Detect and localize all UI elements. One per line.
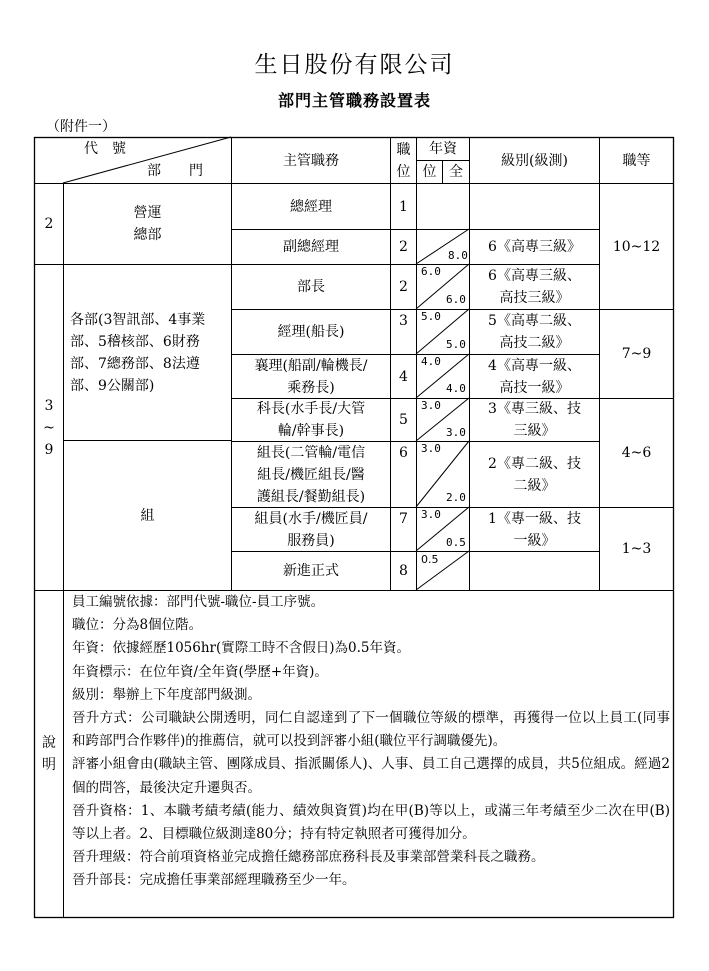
row-title: 新進正式 bbox=[283, 563, 339, 579]
notes-body bbox=[72, 591, 670, 893]
row-years-all: 2.0 bbox=[446, 491, 466, 504]
note-item: 職位：分為8個位階。 bbox=[72, 617, 203, 634]
note-item: 年資標示：在位年資/全年資(學歷+年資)。 bbox=[72, 663, 328, 680]
grade-g4: 1~3 bbox=[621, 541, 652, 557]
row-years-all: 3.0 bbox=[446, 426, 466, 439]
grade-g1: 10~12 bbox=[612, 238, 661, 255]
row-years-all: 4.0 bbox=[446, 382, 466, 395]
note-item: 晉升部長：完成擔任事業部經理職務至少一年。 bbox=[72, 872, 356, 889]
header-dept: 部 門 bbox=[147, 163, 203, 179]
row-years-pos: 3.0 bbox=[421, 508, 441, 521]
note-item: 評審小組會由(職缺主管、團隊成員、指派關係人)、人事、員工自己選擇的成員，共5位組成。經過2個的問答，最後決定升遷與否。 bbox=[72, 756, 670, 796]
header-level: 級別(級測) bbox=[501, 152, 568, 169]
group2-code: 3 ~ 9 bbox=[43, 397, 55, 458]
header-position: 主管職務 bbox=[283, 152, 339, 169]
row-years-all: 0.5 bbox=[446, 536, 466, 549]
row-years-all: 8.0 bbox=[448, 249, 468, 262]
row-level: 1《專一級、技 一級》 bbox=[488, 510, 581, 549]
header-years-all: 全 bbox=[449, 164, 463, 180]
note-item: 年資：依據經歷1056hr(實際工時不含假日)為0.5年資。 bbox=[72, 640, 411, 657]
row-rank: 2 bbox=[399, 239, 408, 255]
row-years-pos: 5.0 bbox=[421, 310, 441, 323]
header-code: 代 號 bbox=[84, 141, 126, 157]
row-years-pos: 0.5 bbox=[421, 553, 439, 566]
row-level: 6《高專三級》 bbox=[488, 239, 581, 255]
header-rank-a: 職 bbox=[396, 142, 411, 158]
row-rank: 3 bbox=[399, 313, 408, 329]
header-years-pos: 位 bbox=[422, 164, 437, 180]
row-rank: 8 bbox=[399, 563, 408, 579]
note-item: 晉升理級：符合前項資格並完成擔任總務部庶務科長及事業部營業科長之職務。 bbox=[72, 849, 545, 866]
row-title: 組長(二管輪/電信 組長/機匠組長/醫 護組長/餐勤組長) bbox=[256, 444, 366, 505]
row-years-pos: 3.0 bbox=[421, 442, 441, 455]
row-title: 襄理(船副/輪機長/ 乘務長) bbox=[254, 357, 368, 396]
note-item: 晉升方式：公司職缺公開透明，同仁自認達到了下一個職位等級的標準，再獲得一位以上員工(同事和跨部門合作夥伴)的推薦信，就可以投到評審小組(職位平行調職優先)。 bbox=[72, 710, 670, 750]
row-title: 經理(船長) bbox=[277, 324, 345, 340]
row-years-pos: 3.0 bbox=[421, 399, 441, 412]
row-level: 2《專二級、技 二級》 bbox=[488, 455, 581, 494]
row-title: 部長 bbox=[297, 279, 325, 295]
group1-code: 2 bbox=[44, 216, 54, 232]
header-grade: 職等 bbox=[622, 152, 651, 169]
row-level: 6《高專三級、 高技三級》 bbox=[488, 268, 581, 306]
group2-dept: 各部(3智訊部、4事業部、5稽核部、6財務部、7總務部、8法遵部、9公關部) bbox=[70, 311, 206, 394]
note-item: 員工編號依據：部門代號-職位-員工序號。 bbox=[72, 594, 325, 610]
group3-dept: 組 bbox=[140, 507, 155, 524]
row-title: 總經理 bbox=[290, 198, 332, 215]
group1-dept: 營運 總部 bbox=[133, 205, 162, 243]
note-item: 晉升資格：1、本職考績考績(能力、績效與資質)均在甲(B)等以上，或滿三年考績至少二次在甲(B)等以上者。2、目標職位級測達80分；持有特定執照者可獲得加分。 bbox=[72, 802, 670, 843]
note-item: 級別：舉辦上下年度部門級測。 bbox=[72, 686, 261, 703]
grade-g2: 7~9 bbox=[621, 346, 652, 362]
row-level: 4《高專一級、 高技一級》 bbox=[488, 357, 581, 396]
notes-label: 說 明 bbox=[42, 735, 56, 773]
row-years-all: 6.0 bbox=[446, 293, 466, 306]
row-rank: 2 bbox=[399, 279, 408, 295]
row-rank: 5 bbox=[399, 412, 408, 428]
grade-g3: 4~6 bbox=[621, 445, 652, 461]
header-years: 年資 bbox=[429, 141, 457, 157]
row-years-pos: 6.0 bbox=[421, 265, 441, 278]
row-rank: 6 bbox=[399, 445, 408, 461]
attachment-label: （附件一） bbox=[46, 119, 116, 135]
row-rank: 1 bbox=[399, 198, 408, 215]
row-title: 組員(水手/機匠員/ 服務員) bbox=[254, 510, 368, 549]
row-years-pos: 4.0 bbox=[421, 355, 441, 368]
company-name: 生日股份有限公司 bbox=[254, 52, 455, 78]
row-level: 3《專三級、技 三級》 bbox=[488, 401, 581, 439]
row-years-all: 5.0 bbox=[446, 338, 466, 351]
row-level: 5《高專二級、 高技二級》 bbox=[488, 313, 581, 351]
row-title: 科長(水手長/大管 輪/幹事長) bbox=[256, 401, 366, 439]
row-title: 副總經理 bbox=[283, 239, 339, 255]
row-rank: 7 bbox=[399, 511, 408, 527]
header-rank-b: 位 bbox=[396, 164, 411, 180]
row-rank: 4 bbox=[399, 368, 408, 385]
document-title: 部門主管職務設置表 bbox=[277, 91, 431, 110]
